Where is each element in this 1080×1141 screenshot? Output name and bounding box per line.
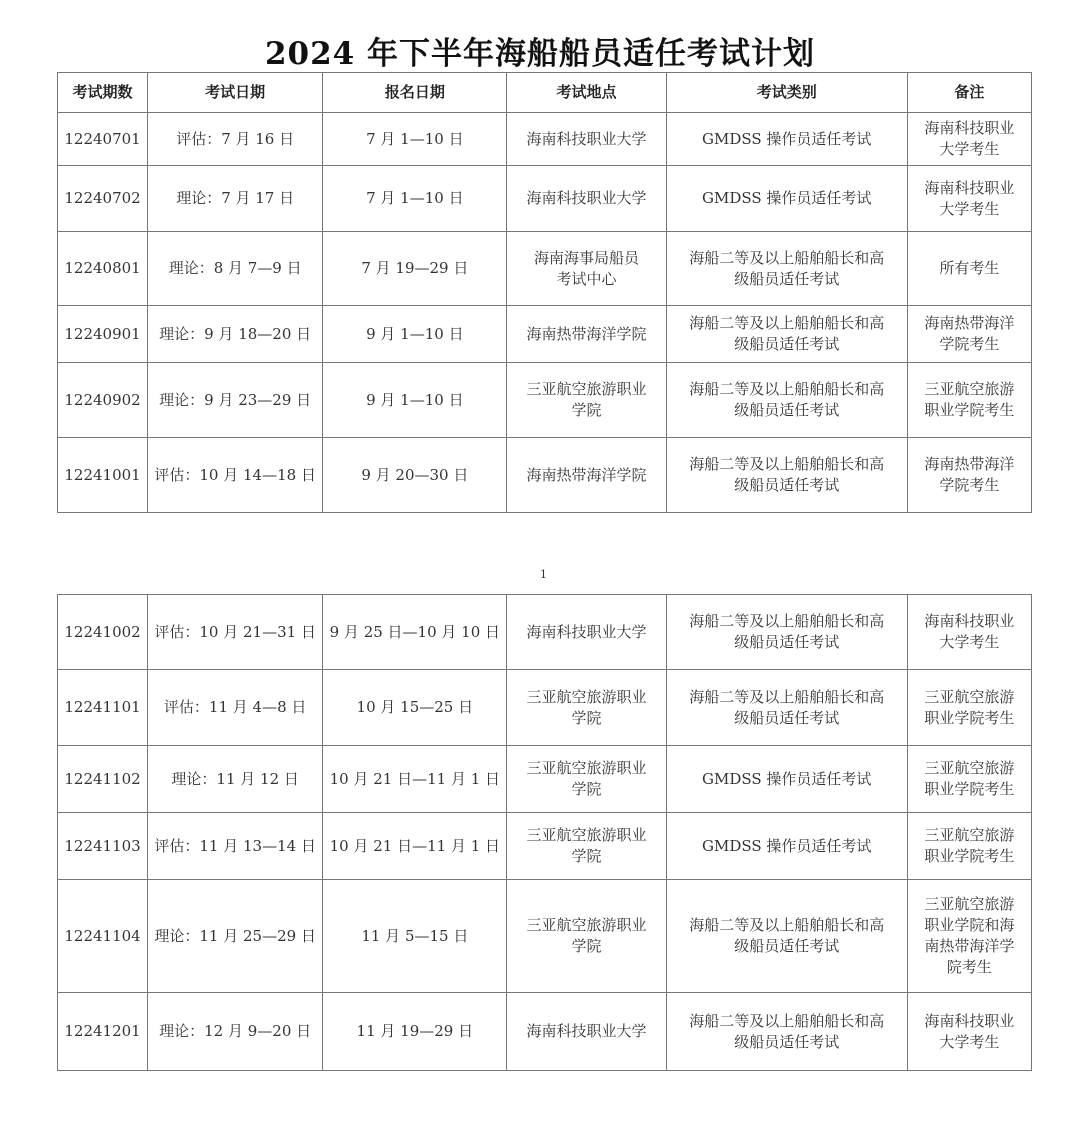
- page-number: 1: [540, 568, 547, 581]
- registration-date-cell: 9 月 1—10 日: [323, 306, 507, 363]
- exam-period-cell: 12241102: [58, 746, 148, 813]
- remarks-cell: 海南热带海洋 学院考生: [907, 306, 1031, 363]
- header-exam-period: 考试期数: [58, 73, 148, 113]
- remarks-cell: 三亚航空旅游 职业学院考生: [907, 363, 1031, 438]
- remarks-cell: 海南科技职业 大学考生: [907, 595, 1031, 670]
- exam-location-cell: 三亚航空旅游职业 学院: [507, 670, 666, 746]
- exam-location-cell: 海南科技职业大学: [507, 166, 666, 232]
- exam-date-cell: 理论：11 月 12 日: [148, 746, 323, 813]
- exam-location-cell: 海南科技职业大学: [507, 993, 666, 1071]
- exam-category-cell: 海船二等及以上船舶船长和高 级船员适任考试: [666, 595, 907, 670]
- remarks-cell: 三亚航空旅游 职业学院和海 南热带海洋学 院考生: [907, 880, 1031, 993]
- registration-date-cell: 7 月 1—10 日: [323, 166, 507, 232]
- exam-date-cell: 评估：10 月 21—31 日: [148, 595, 323, 670]
- exam-category-cell: 海船二等及以上船舶船长和高 级船员适任考试: [666, 670, 907, 746]
- registration-date-cell: 9 月 1—10 日: [323, 363, 507, 438]
- document-title: 2024 年下半年海船船员适任考试计划: [264, 36, 816, 72]
- exam-period-cell: 12240701: [58, 113, 148, 166]
- exam-period-cell: 12240801: [58, 232, 148, 306]
- registration-date-cell: 7 月 1—10 日: [323, 113, 507, 166]
- exam-schedule-table-part-2: [57, 594, 1032, 1071]
- exam-location-cell: 海南科技职业大学: [507, 113, 666, 166]
- exam-period-cell: 12241201: [58, 993, 148, 1071]
- registration-date-cell: 10 月 15—25 日: [323, 670, 507, 746]
- remarks-cell: 三亚航空旅游 职业学院考生: [907, 670, 1031, 746]
- exam-location-cell: 三亚航空旅游职业 学院: [507, 363, 666, 438]
- exam-period-cell: 12240902: [58, 363, 148, 438]
- exam-category-cell: 海船二等及以上船舶船长和高 级船员适任考试: [666, 880, 907, 993]
- remarks-cell: 海南科技职业 大学考生: [907, 993, 1031, 1071]
- table-row: [58, 438, 1032, 513]
- exam-category-cell: GMDSS 操作员适任考试: [666, 746, 907, 813]
- exam-schedule-table-part-1: [57, 72, 1032, 513]
- exam-category-cell: 海船二等及以上船舶船长和高 级船员适任考试: [666, 306, 907, 363]
- exam-period-cell: 12241104: [58, 880, 148, 993]
- remarks-cell: 三亚航空旅游 职业学院考生: [907, 746, 1031, 813]
- registration-date-cell: 9 月 25 日—10 月 10 日: [323, 595, 507, 670]
- exam-category-cell: GMDSS 操作员适任考试: [666, 113, 907, 166]
- exam-period-cell: 12240901: [58, 306, 148, 363]
- registration-date-cell: 10 月 21 日—11 月 1 日: [323, 746, 507, 813]
- table-row: [58, 670, 1032, 746]
- exam-period-cell: 12241002: [58, 595, 148, 670]
- exam-category-cell: 海船二等及以上船舶船长和高 级船员适任考试: [666, 363, 907, 438]
- exam-date-cell: 理论：9 月 18—20 日: [148, 306, 323, 363]
- exam-date-cell: 理论：12 月 9—20 日: [148, 993, 323, 1071]
- exam-date-cell: 评估：7 月 16 日: [148, 113, 323, 166]
- table-row: [58, 880, 1032, 993]
- exam-date-cell: 理论：9 月 23—29 日: [148, 363, 323, 438]
- header-exam-date: 考试日期: [148, 73, 323, 113]
- exam-period-cell: 12241101: [58, 670, 148, 746]
- table-header-row: [58, 73, 1032, 113]
- header-exam-location: 考试地点: [507, 73, 666, 113]
- exam-date-cell: 评估：11 月 4—8 日: [148, 670, 323, 746]
- exam-date-cell: 理论：11 月 25—29 日: [148, 880, 323, 993]
- header-exam-category: 考试类别: [666, 73, 907, 113]
- remarks-cell: 海南热带海洋 学院考生: [907, 438, 1031, 513]
- exam-date-cell: 评估：10 月 14—18 日: [148, 438, 323, 513]
- remarks-cell: 所有考生: [907, 232, 1031, 306]
- registration-date-cell: 11 月 19—29 日: [323, 993, 507, 1071]
- table-row: [58, 232, 1032, 306]
- exam-location-cell: 海南热带海洋学院: [507, 438, 666, 513]
- table-row: [58, 166, 1032, 232]
- exam-date-cell: 理论：8 月 7—9 日: [148, 232, 323, 306]
- exam-location-cell: 海南海事局船员 考试中心: [507, 232, 666, 306]
- exam-location-cell: 三亚航空旅游职业 学院: [507, 746, 666, 813]
- exam-period-cell: 12240702: [58, 166, 148, 232]
- table-row: [58, 813, 1032, 880]
- exam-period-cell: 12241103: [58, 813, 148, 880]
- table-row: [58, 113, 1032, 166]
- registration-date-cell: 10 月 21 日—11 月 1 日: [323, 813, 507, 880]
- exam-date-cell: 评估：11 月 13—14 日: [148, 813, 323, 880]
- exam-date-cell: 理论：7 月 17 日: [148, 166, 323, 232]
- exam-category-cell: 海船二等及以上船舶船长和高 级船员适任考试: [666, 438, 907, 513]
- exam-category-cell: GMDSS 操作员适任考试: [666, 166, 907, 232]
- remarks-cell: 海南科技职业 大学考生: [907, 166, 1031, 232]
- registration-date-cell: 11 月 5—15 日: [323, 880, 507, 993]
- remarks-cell: 海南科技职业 大学考生: [907, 113, 1031, 166]
- exam-location-cell: 三亚航空旅游职业 学院: [507, 880, 666, 993]
- exam-category-cell: 海船二等及以上船舶船长和高 级船员适任考试: [666, 232, 907, 306]
- header-remarks: 备注: [907, 73, 1031, 113]
- table-row: [58, 595, 1032, 670]
- table-row: [58, 363, 1032, 438]
- table-row: [58, 306, 1032, 363]
- table-row: [58, 746, 1032, 813]
- exam-location-cell: 三亚航空旅游职业 学院: [507, 813, 666, 880]
- registration-date-cell: 9 月 20—30 日: [323, 438, 507, 513]
- table-row: [58, 993, 1032, 1071]
- exam-location-cell: 海南科技职业大学: [507, 595, 666, 670]
- exam-category-cell: 海船二等及以上船舶船长和高 级船员适任考试: [666, 993, 907, 1071]
- exam-category-cell: GMDSS 操作员适任考试: [666, 813, 907, 880]
- remarks-cell: 三亚航空旅游 职业学院考生: [907, 813, 1031, 880]
- registration-date-cell: 7 月 19—29 日: [323, 232, 507, 306]
- exam-location-cell: 海南热带海洋学院: [507, 306, 666, 363]
- header-registration-date: 报名日期: [323, 73, 507, 113]
- exam-period-cell: 12241001: [58, 438, 148, 513]
